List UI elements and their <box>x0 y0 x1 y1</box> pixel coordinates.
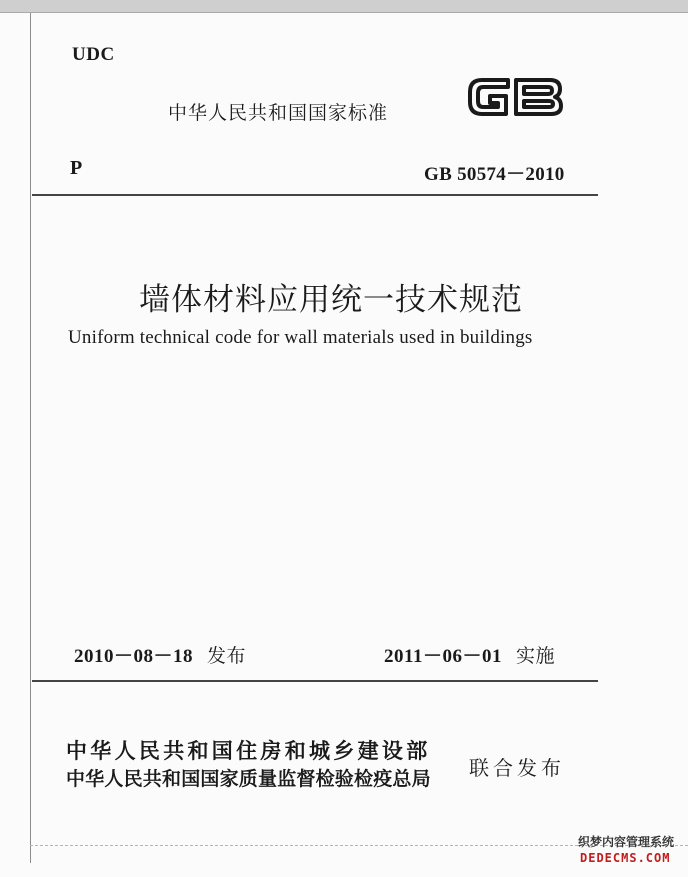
standard-type-title: 中华人民共和国国家标准 <box>168 102 389 124</box>
bottom-divider <box>32 680 598 682</box>
watermark-cn: 织梦内容管理系统 <box>578 835 675 849</box>
page-left-border <box>30 13 31 863</box>
implement-label: 实施 <box>515 645 555 667</box>
standard-code: GB 50574－2010 <box>424 164 565 185</box>
implement-date-block <box>384 641 555 668</box>
top-divider <box>32 194 598 196</box>
gb-logo-icon <box>462 70 568 122</box>
joint-issue-label: 联合发布 <box>469 756 565 780</box>
issuer-aqsiq: 中华人民共和国国家质量监督检验检疫总局 <box>66 768 431 790</box>
viewer-top-bar <box>0 0 688 13</box>
udc-label: UDC <box>72 44 115 65</box>
gb-logo <box>462 70 568 122</box>
issue-label: 发布 <box>207 645 247 667</box>
issue-date-block <box>74 641 246 668</box>
issue-date: 2010－08－18 <box>74 646 194 667</box>
category-code: P <box>70 157 83 179</box>
issuer-ministry-housing: 中华人民共和国住房和城乡建设部 <box>66 739 431 763</box>
title-chinese: 墙体材料应用统一技术规范 <box>139 282 523 318</box>
watermark-url: DEDECMS.COM <box>580 851 671 865</box>
implement-date: 2011－06－01 <box>384 646 502 667</box>
title-english: Uniform technical code for wall materials used in buildings <box>68 327 533 348</box>
